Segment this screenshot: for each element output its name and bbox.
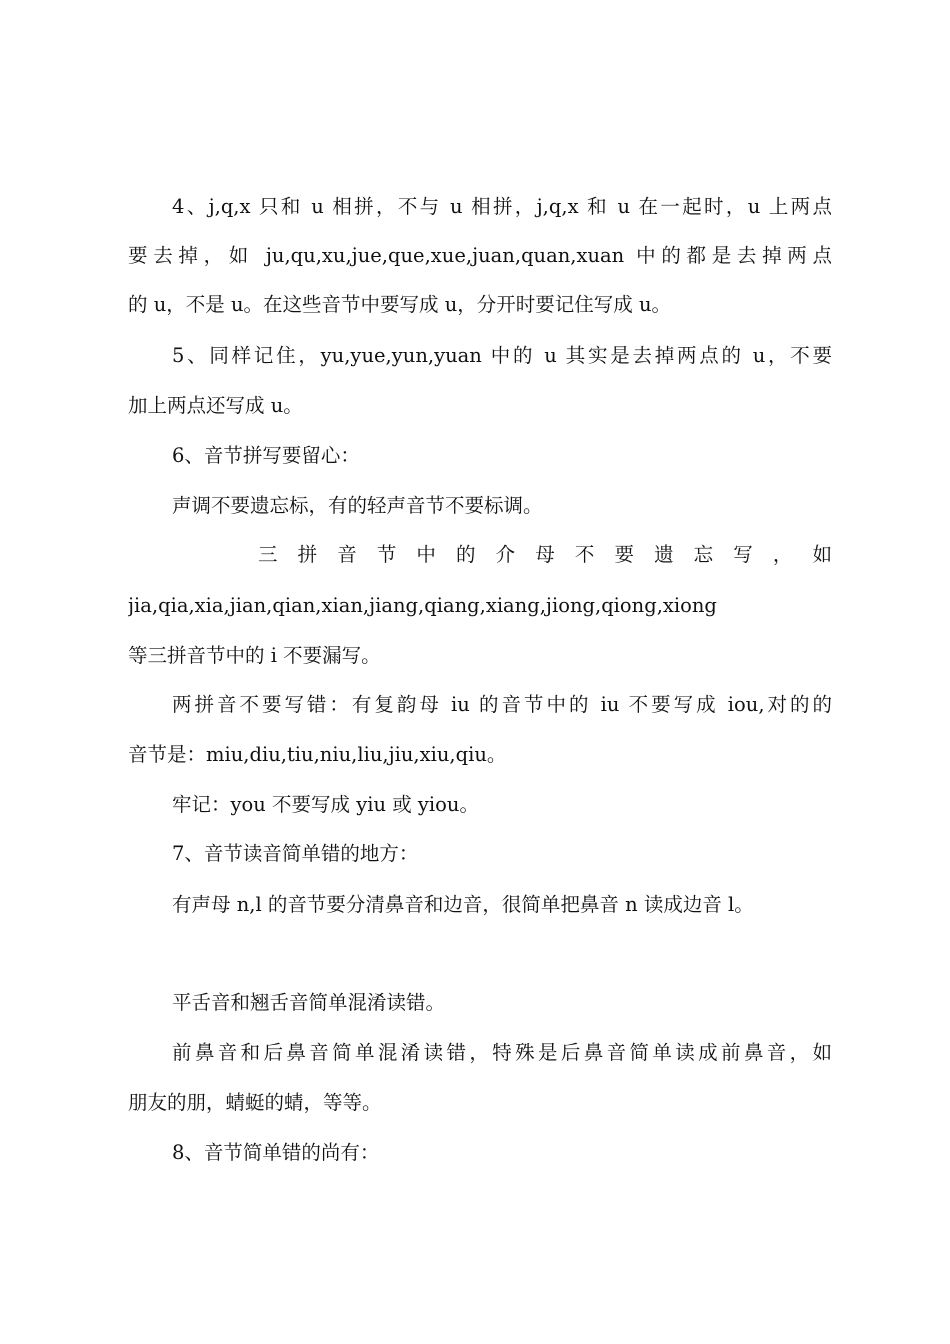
- text-line: 4、j,q,x 只和 u 相拼，不与 u 相拼，j,q,x 和 u 在一起时，u 上两点: [172, 195, 832, 218]
- text-line: 朋友的朋，蜻蜓的蜻，等等。: [128, 1091, 382, 1114]
- text-line: jia,qia,xia,jian,qian,xian,jiang,qiang,xiang,jiong,qiong,xiong: [128, 594, 717, 617]
- text-line: 8、音节简单错的尚有：: [172, 1141, 380, 1164]
- text-line: 有声母 n,l 的音节要分清鼻音和边音，很简单把鼻音 n 读成边音 l。: [172, 893, 754, 916]
- text-line: 三 拼 音 节 中 的 介 母 不 要 遗 忘 写 ， 如: [258, 543, 832, 566]
- text-line: 5、同样记住，yu,yue,yun,yuan 中的 u 其实是去掉两点的 u，不要: [172, 344, 832, 367]
- text-line: 6、音节拼写要留心：: [172, 444, 360, 467]
- text-line: 平舌音和翘舌音简单混淆读错。: [172, 991, 446, 1014]
- text-line: 加上两点还写成 u。: [128, 394, 303, 417]
- text-line: 7、音节读音简单错的地方：: [172, 842, 419, 865]
- text-line: 两拼音不要写错：有复韵母 iu 的音节中的 iu 不要写成 iou,对的的: [172, 693, 832, 716]
- text-line: 前鼻音和后鼻音简单混淆读错，特殊是后鼻音简单读成前鼻音，如: [172, 1041, 832, 1064]
- text-line: 要去掉，如 ju,qu,xu,jue,que,xue,juan,quan,xuan 中的都是去掉两点: [128, 244, 832, 267]
- text-line: 的 u，不是 u。在这些音节中要写成 u，分开时要记住写成 u。: [128, 293, 672, 316]
- text-line: 牢记：you 不要写成 yiu 或 yiou。: [172, 793, 479, 816]
- text-line: 等三拼音节中的 i 不要漏写。: [128, 644, 381, 667]
- text-line: 声调不要遗忘标，有的轻声音节不要标调。: [172, 494, 543, 517]
- text-line: 音节是：miu,diu,tiu,niu,liu,jiu,xiu,qiu。: [128, 743, 507, 766]
